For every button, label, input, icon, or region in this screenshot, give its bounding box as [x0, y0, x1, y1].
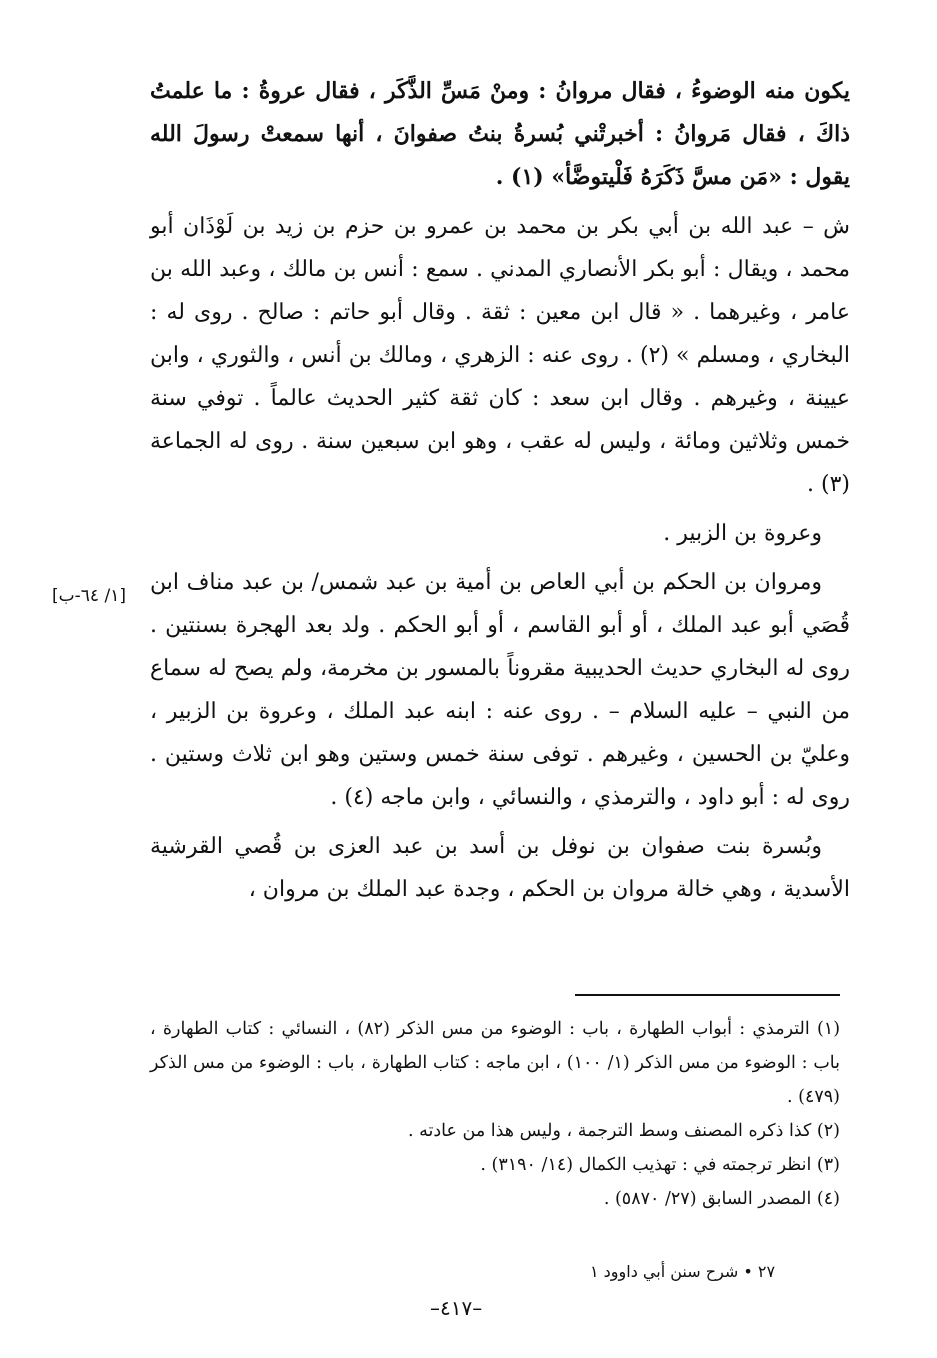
hadith-text: يكون منه الوضوءُ ، فقال مروانُ : ومنْ مَسِّ الذَّكَر ، فقال عروةُ : ما علمتُ ذاكَ ، فقال مَروانُ : أخبرتْني بُسرةُ بنتُ صفوانَ ، أنها سمعتْ رسولَ الله يقول : «مَن مسَّ ذَكَرَهُ فَلْيتوضَّأ» (١) .	[150, 78, 850, 190]
footnote-divider	[575, 994, 840, 996]
footnote: (١) الترمذي : أبواب الطهارة ، باب : الوضوء من مس الذكر (٨٢) ، النسائي : كتاب الطهارة ، باب : الوضوء من مس الذكر (١/ ١٠٠) ، ابن ماجه : كتاب الطهارة ، باب : الوضوء من مس الذكر (٤٧٩) .	[150, 1019, 841, 1107]
footnote: (٣) انظر ترجمته في : تهذيب الكمال (١٤/ ٣١٩٠) .	[480, 1155, 840, 1175]
page-number: –٤١٧–	[430, 1296, 483, 1320]
footnote: (٢) كذا ذكره المصنف وسط الترجمة ، وليس هذا من عادته .	[407, 1121, 840, 1141]
main-text	[150, 70, 850, 917]
signature-mark: ٢٧ • شرح سنن أبي داوود ١	[590, 1262, 776, 1281]
footnote: (٤) المصدر السابق (٢٧/ ٥٨٧٠) .	[603, 1189, 840, 1209]
commentary-paragraph: وعروة بن الزبير .	[663, 521, 822, 546]
commentary-paragraph: ش – عبد الله بن أبي بكر بن محمد بن عمرو بن حزم بن زيد بن لَوْذَان أبو محمد ، ويقال : أبو بكر الأنصاري المدني . سمع : أنس بن مالك ، وعبد الله بن عامر ، وغيرهما . « قال ابن معين : ثقة . وقال أبو حاتم : صالح . روى له : البخاري ، ومسلم » (٢) . روى عنه : الزهري ، ومالك بن أنس ، والثوري ، وابن عيينة ، وغيرهم . وقال ابن سعد : كان ثقة كثير الحديث عالماً . توفي سنة خمس وثلاثين ومائة ، وليس له عقب ، وهو ابن سبعين سنة . روى له الجماعة (٣) .	[150, 214, 850, 497]
footnotes	[150, 1012, 840, 1216]
commentary-paragraph: وبُسرة بنت صفوان بن نوفل بن أسد بن عبد العزى بن قُصي القرشية الأسدية ، وهي خالة مروان بن الحكم ، وجدة عبد الملك بن مروان ،	[150, 834, 850, 902]
manuscript-folio-note: [١/ ٦٤-ب]	[52, 586, 126, 606]
commentary-paragraph: ومروان بن الحكم بن أبي العاص بن أمية بن عبد شمس/ بن عبد مناف ابن قُصَي أبو عبد الملك ، أو أبو القاسم ، أو أبو الحكم . ولد بعد الهجرة بسنتين . روى له البخاري حديث الحديبية مقروناً بالمسور بن مخرمة، ولم يصح له سماع من النبي – عليه السلام – . روى عنه : ابنه عبد الملك ، وعروة بن الزبير ، وعليّ بن الحسين ، وغيرهم . توفى سنة خمس وستين وهو ابن ثلاث وستين . روى له : أبو داود ، والترمذي ، والنسائي ، وابن ماجه (٤) .	[150, 570, 850, 810]
